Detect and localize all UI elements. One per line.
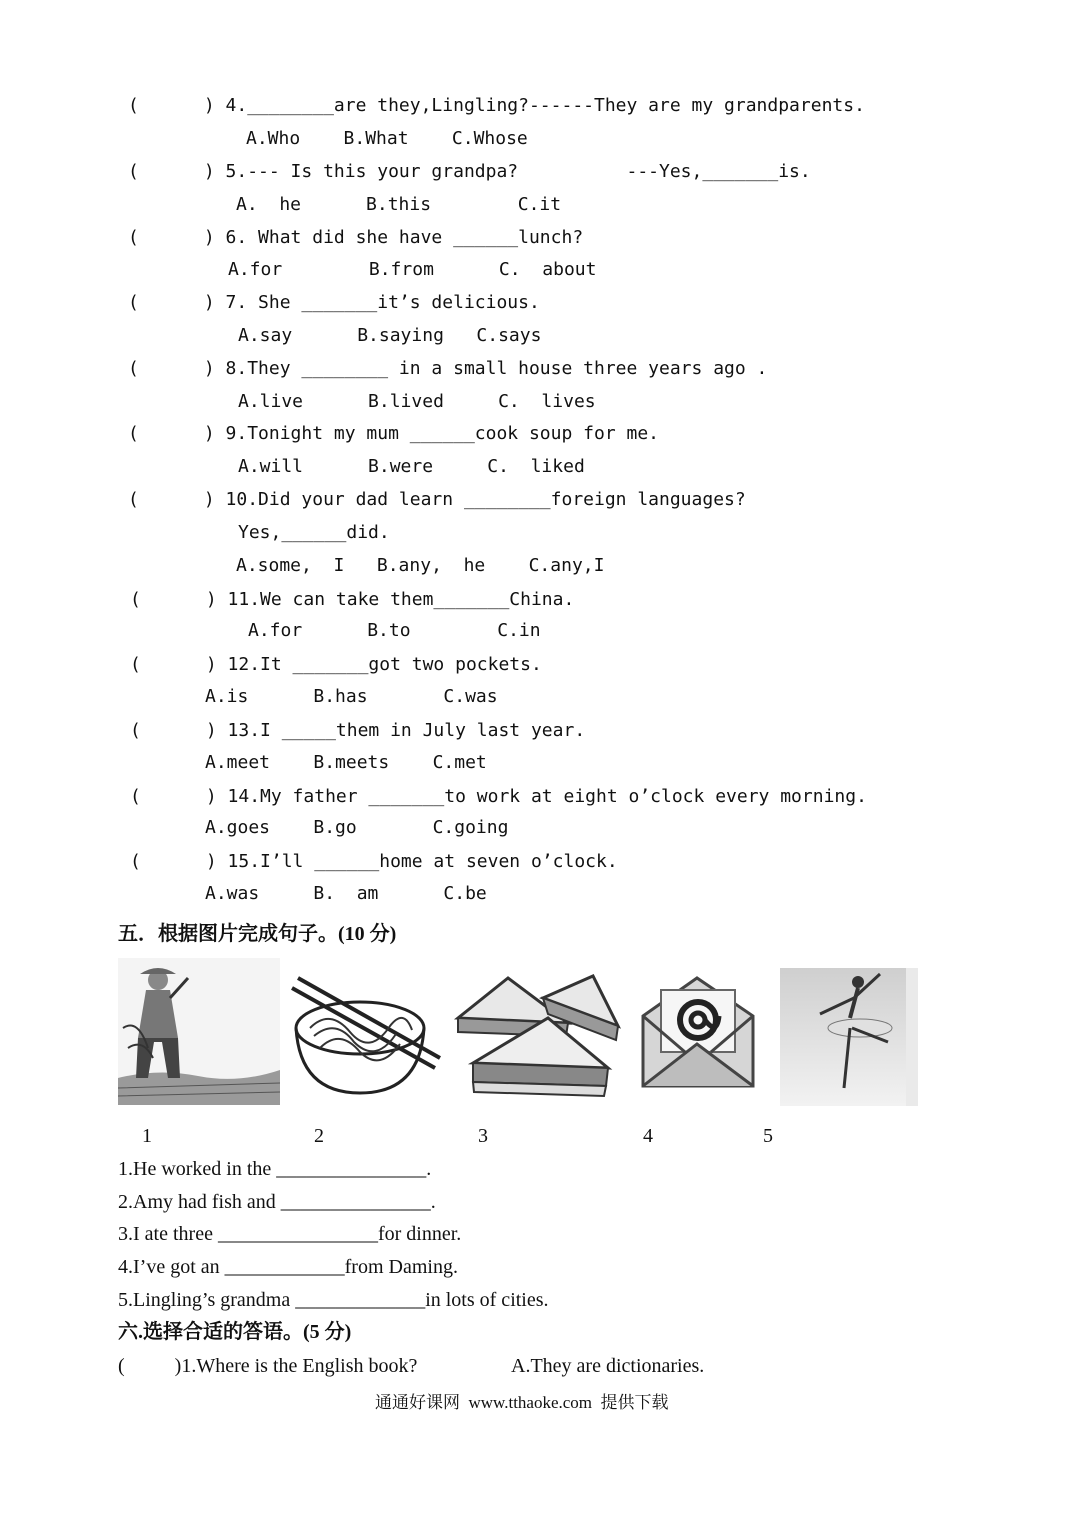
question-options: A.for B.to C.in	[248, 620, 541, 641]
question-options: A.is B.has C.was	[205, 686, 498, 707]
sentence: 4.I’ve got an ____________from Daming.	[118, 1256, 458, 1278]
question-options: A. he B.this C.it	[236, 194, 562, 215]
question-stem: ( ) 15.I’ll ______home at seven o’clock.	[130, 851, 618, 872]
question-stem: ( )1.Where is the English book?	[118, 1355, 418, 1377]
image-number: 1	[142, 1125, 152, 1147]
question-options: A.goes B.go C.going	[205, 817, 509, 838]
question-stem: ( ) 9.Tonight my mum ______cook soup for me.	[128, 423, 660, 444]
question-options: A.meet B.meets C.met	[205, 752, 487, 773]
question-stem: ( ) 12.It _______got two pockets.	[130, 654, 542, 675]
question-stem: ( ) 13.I _____them in July last year.	[130, 720, 586, 741]
image-number: 5	[763, 1125, 773, 1147]
question-stem: ( ) 11.We can take them_______China.	[130, 589, 575, 610]
question-stem: ( ) 8.They ________ in a small house three years ago .	[128, 358, 768, 379]
question-options: A.was B. am C.be	[205, 883, 487, 904]
question-options: A.for B.from C. about	[228, 259, 597, 280]
question-stem: ( ) 5.--- Is this your grandpa? ---Yes,_______is.	[128, 161, 811, 182]
image-number: 3	[478, 1125, 488, 1147]
question-options: A.live B.lived C. lives	[238, 391, 596, 412]
farmer-field-icon	[118, 958, 280, 1105]
question-options: A.will B.were C. liked	[238, 456, 585, 477]
question-stem: ( ) 7. She _______it’s delicious.	[128, 292, 540, 313]
sentence: 2.Amy had fish and _______________.	[118, 1191, 436, 1213]
question-options: A.say B.saying C.says	[238, 325, 542, 346]
ballet-dancer-icon	[780, 968, 918, 1106]
question-stem: ( ) 6. What did she have ______lunch?	[128, 227, 584, 248]
question-answer-line: Yes,______did.	[238, 522, 390, 543]
question-options: A.some, I B.any, he C.any,I	[236, 555, 605, 576]
page-footer: 通通好课网 www.tthaoke.com 提供下载	[375, 1393, 669, 1412]
answer-option: A.They are dictionaries.	[511, 1355, 705, 1377]
question-options: A.Who B.What C.Whose	[246, 128, 528, 149]
sentence: 1.He worked in the _______________.	[118, 1158, 432, 1180]
image-number: 4	[643, 1125, 653, 1147]
question-stem: ( ) 10.Did your dad learn ________foreign languages?	[128, 489, 746, 510]
noodle-bowl-icon	[280, 968, 447, 1100]
question-stem: ( ) 14.My father _______to work at eight o’clock every morning.	[130, 786, 867, 807]
section-heading-5: 五．根据图片完成句子。(10 分)	[118, 923, 397, 945]
sentence: 5.Lingling’s grandma _____________in lots of cities.	[118, 1289, 549, 1311]
question-stem: ( ) 4.________are they,Lingling?------They are my grandparents.	[128, 95, 865, 116]
email-icon	[635, 966, 760, 1104]
section-heading-6: 六.选择合适的答语。(5 分)	[118, 1321, 352, 1343]
sentence: 3.I ate three ________________for dinner.	[118, 1223, 462, 1245]
sandwich-icon	[448, 968, 623, 1106]
image-number: 2	[314, 1125, 324, 1147]
